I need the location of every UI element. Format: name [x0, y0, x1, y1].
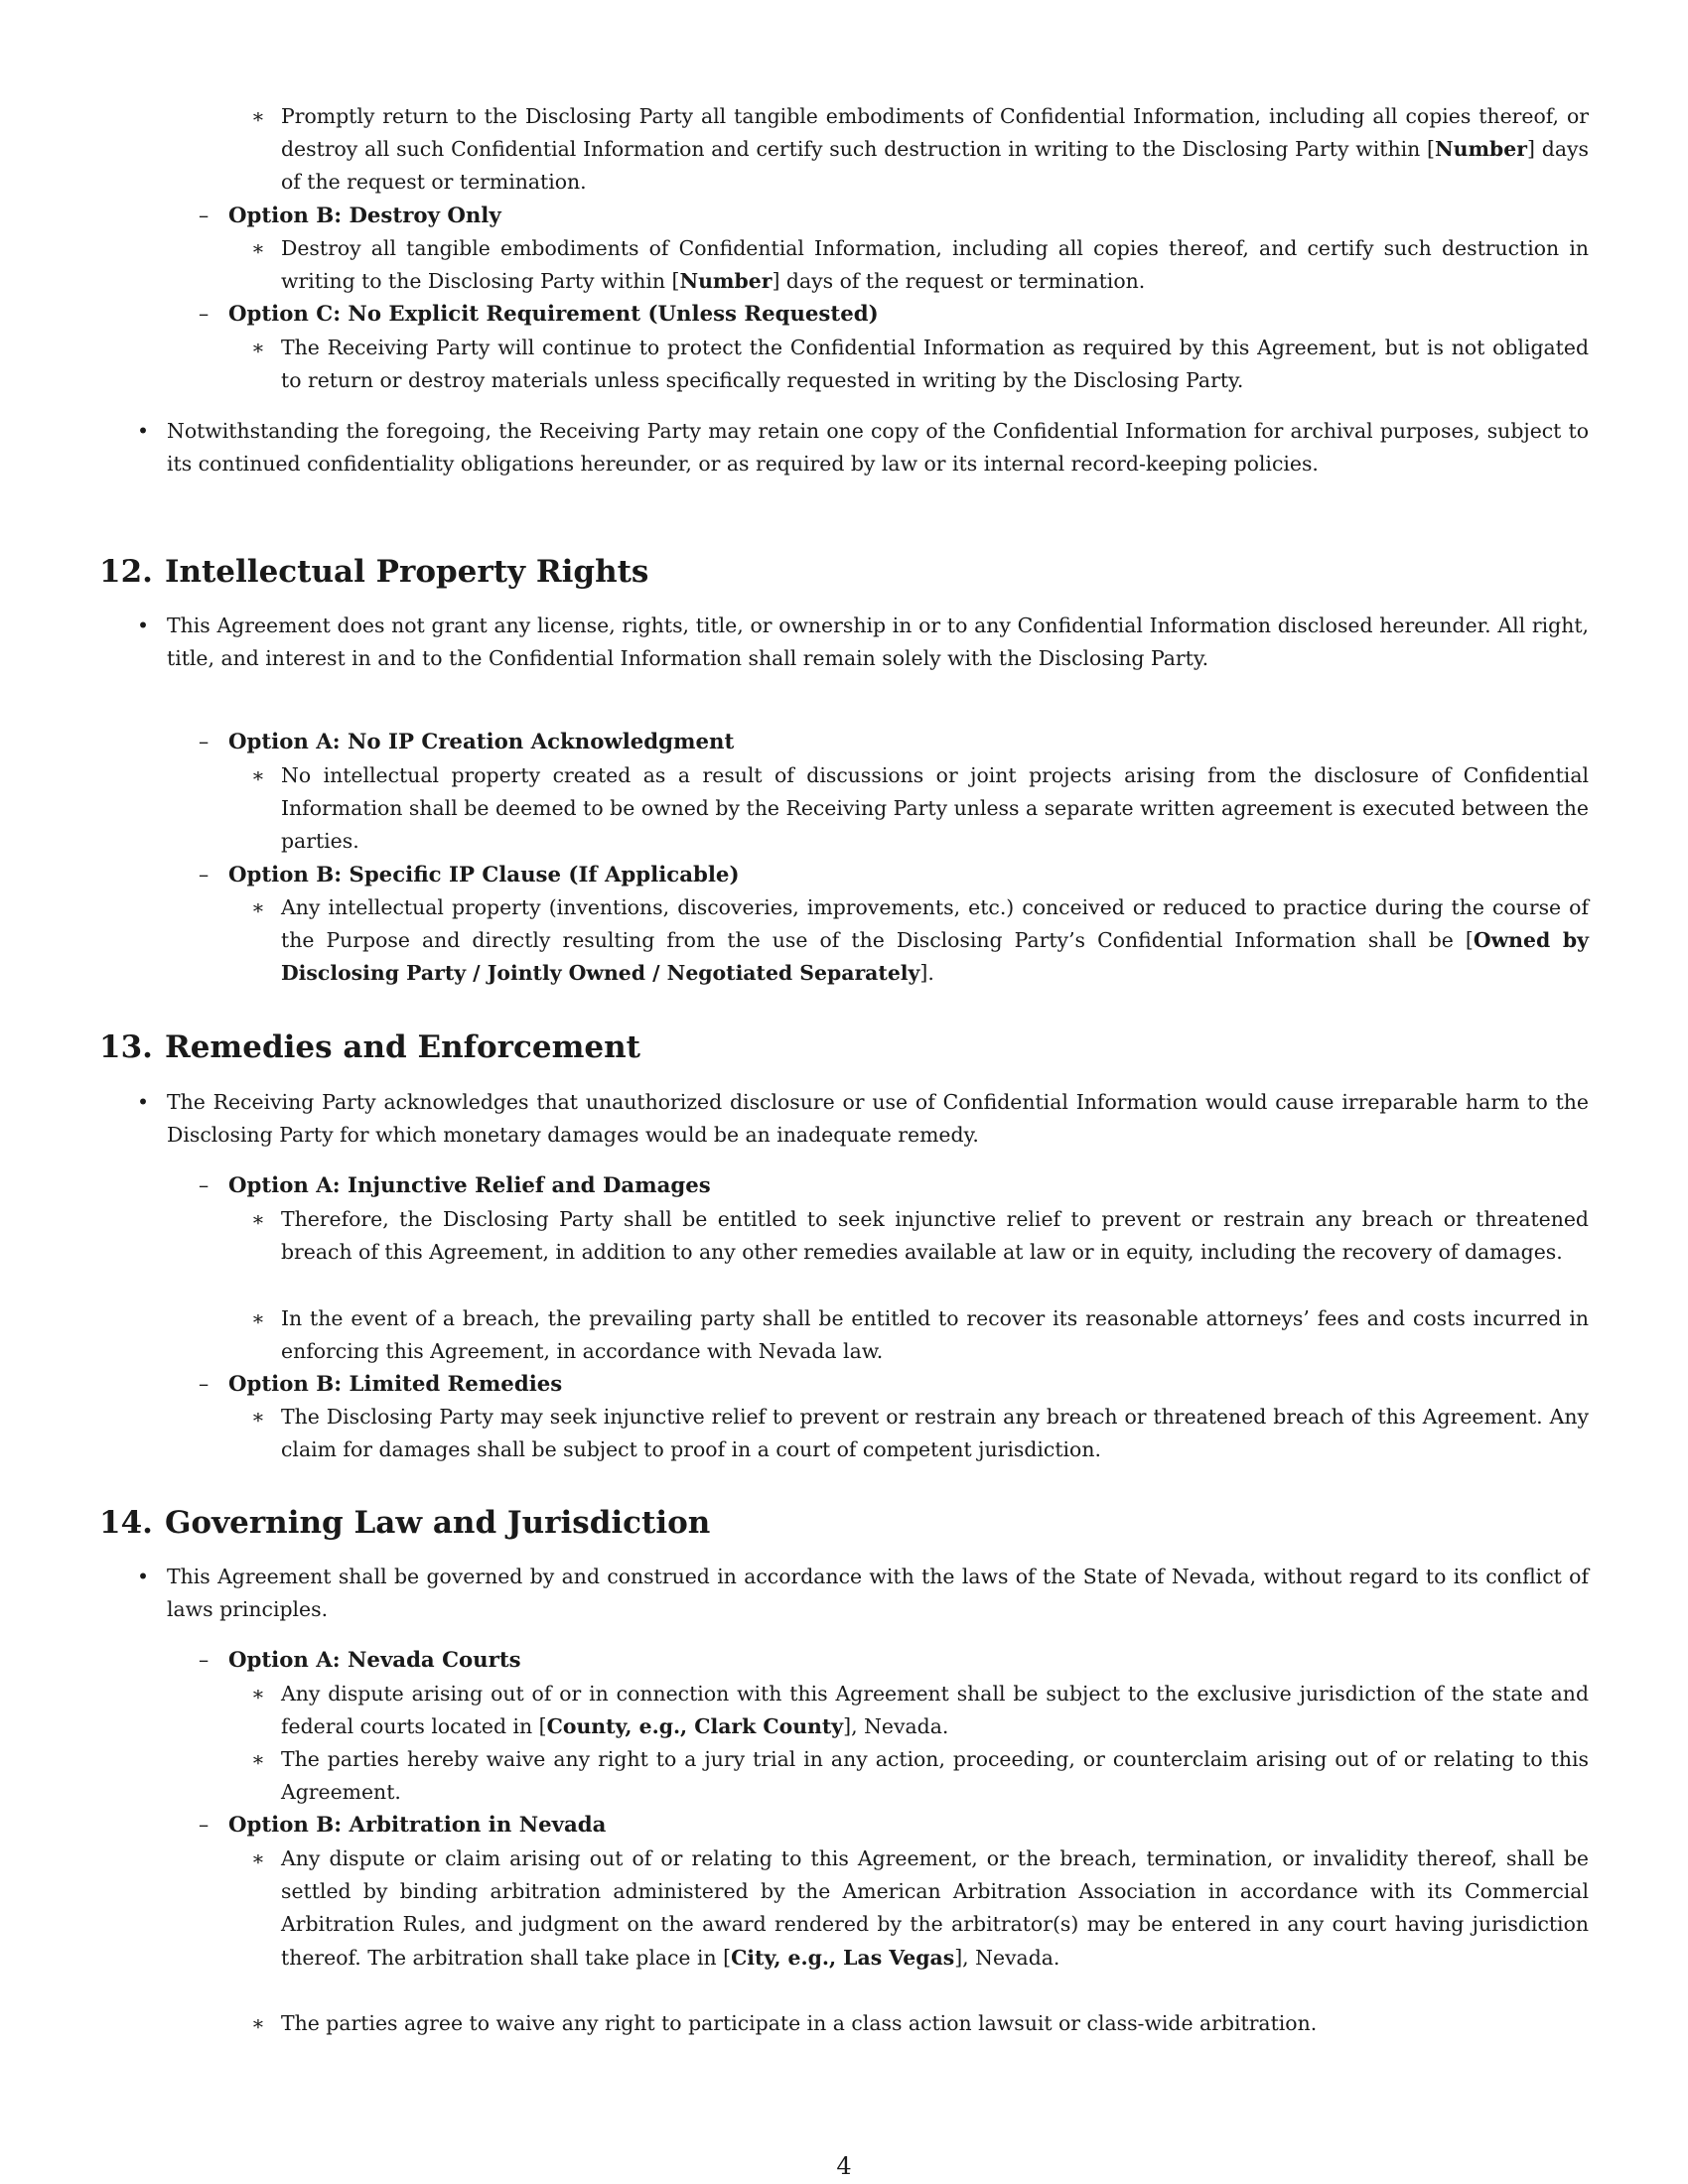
star-marker: ∗: [251, 336, 265, 359]
no-requirement-item: The Receiving Party will continue to protect the Confidential Information as required by this Agreement, but is not obligated to return or destroy materials unless specifically requested in writing by the Disclosing Party.: [281, 336, 1589, 393]
option-label: Option C: No Explicit Requirement (Unless Requested): [228, 302, 879, 327]
no-ip-creation-item: No intellectual property created as a result of discussions or joint projects arising from the disclosure of Confidential Information shall be deemed to be owned by the Receiving Party unless a separate written agreement is executed between the parties.: [281, 763, 1589, 854]
star-marker: ∗: [251, 1747, 265, 1771]
retention-bullet: Notwithstanding the foregoing, the Receiving Party may retain one copy of the Confidential Information for archival purposes, subject to its continued confidentiality obligations hereunder, or as required by law or its internal record-keeping policies.: [167, 419, 1589, 477]
dash-marker: –: [199, 302, 210, 326]
option-label: Option A: Nevada Courts: [228, 1648, 521, 1673]
ip-clause-item: Any intellectual property (inventions, discoveries, improvements, etc.) conceived or reduced to practice during the course of the Purpose and directly resulting from the use of the Disclosing Party’s Confidential Information shall be [Owned by Disclosing Party / Jointly Owned / Negotiated Separately].: [281, 895, 1589, 986]
attorney-fees-item: In the event of a breach, the prevailing party shall be entitled to recover its reasonable attorneys’ fees and costs incurred in enforcing this Agreement, in accordance with Nevada law.: [281, 1306, 1589, 1364]
star-marker: ∗: [251, 1846, 265, 1870]
bullet-marker: •: [137, 1090, 150, 1114]
jurisdiction-item: Any dispute arising out of or in connection with this Agreement shall be subject to the exclusive jurisdiction of the state and federal courts located in [County, e.g., Clark County], Nevada.: [281, 1682, 1589, 1739]
section-heading-13: 13. Remedies and Enforcement: [99, 1029, 640, 1065]
bullet-marker: •: [137, 419, 150, 443]
option-label: Option B: Destroy Only: [228, 204, 501, 228]
governing-law-bullet: This Agreement shall be governed by and construed in accordance with the laws of the State of Nevada, without regard to its conflict of laws principles.: [167, 1565, 1589, 1622]
option-label: Option A: No IP Creation Acknowledgment: [228, 730, 735, 754]
bullet-marker: •: [137, 614, 150, 637]
option-label: Option A: Injunctive Relief and Damages: [228, 1173, 711, 1198]
jury-waiver-item: The parties hereby waive any right to a jury trial in any action, proceeding, or counterclaim arising out of or relating to this Agreement.: [281, 1747, 1589, 1805]
star-marker: ∗: [251, 104, 265, 128]
section-heading-14: 14. Governing Law and Jurisdiction: [99, 1505, 711, 1541]
return-or-destroy-item: Promptly return to the Disclosing Party all tangible embodiments of Confidential Information, including all copies thereof, or destroy all such Confidential Information and certify such destruction in writing to the Disclosing Party within [Number] days of the request or termination.: [281, 104, 1589, 195]
remedies-bullet: The Receiving Party acknowledges that unauthorized disclosure or use of Confidential Information would cause irreparable harm to the Disclosing Party for which monetary damages would be an inadequate remedy.: [167, 1090, 1589, 1148]
dash-marker: –: [199, 1813, 210, 1837]
ip-bullet: This Agreement does not grant any license, rights, title, or ownership in or to any Confidential Information disclosed hereunder. All right, title, and interest in and to the Confidential Information shall remain solely with the Disclosing Party.: [167, 614, 1589, 671]
limited-remedies-item: The Disclosing Party may seek injunctive relief to prevent or restrain any breach or threatened breach of this Agreement. Any claim for damages shall be subject to proof in a court of competent jurisdiction.: [281, 1405, 1589, 1462]
dash-marker: –: [199, 863, 210, 887]
bullet-marker: •: [137, 1565, 150, 1588]
dash-marker: –: [199, 204, 210, 227]
option-label: Option B: Limited Remedies: [228, 1372, 563, 1397]
dash-marker: –: [199, 1372, 210, 1396]
arbitration-item: Any dispute or claim arising out of or relating to this Agreement, or the breach, termination, or invalidity thereof, shall be settled by binding arbitration administered by the American Arbitration Association in accordance with its Commercial Arbitration Rules, and judgment on the award rendered by the arbitrator(s) may be entered in any court having jurisdiction thereof. The arbitration shall take place in [City, e.g., Las Vegas], Nevada.: [281, 1846, 1589, 1970]
option-label: Option B: Specific IP Clause (If Applicable): [228, 863, 740, 887]
dash-marker: –: [199, 1648, 210, 1672]
star-marker: ∗: [251, 236, 265, 260]
star-marker: ∗: [251, 895, 265, 919]
star-marker: ∗: [251, 1682, 265, 1706]
dash-marker: –: [199, 1173, 210, 1197]
injunctive-relief-item: Therefore, the Disclosing Party shall be entitled to seek injunctive relief to prevent or restrain any breach or threatened breach of this Agreement, in addition to any other remedies available at law or in equity, including the recovery of damages.: [281, 1207, 1589, 1265]
star-marker: ∗: [251, 763, 265, 787]
star-marker: ∗: [251, 1207, 265, 1231]
option-label: Option B: Arbitration in Nevada: [228, 1813, 607, 1838]
star-marker: ∗: [251, 1405, 265, 1429]
dash-marker: –: [199, 730, 210, 753]
star-marker: ∗: [251, 2011, 265, 2035]
page-number: 4: [836, 2152, 852, 2180]
star-marker: ∗: [251, 1306, 265, 1330]
class-action-waiver-item: The parties agree to waive any right to participate in a class action lawsuit or class-wide arbitration.: [281, 2011, 1318, 2035]
destroy-only-item: Destroy all tangible embodiments of Confidential Information, including all copies thereof, and certify such destruction in writing to the Disclosing Party within [Number] days of the request or termination.: [281, 236, 1589, 294]
section-heading-12: 12. Intellectual Property Rights: [99, 554, 649, 590]
